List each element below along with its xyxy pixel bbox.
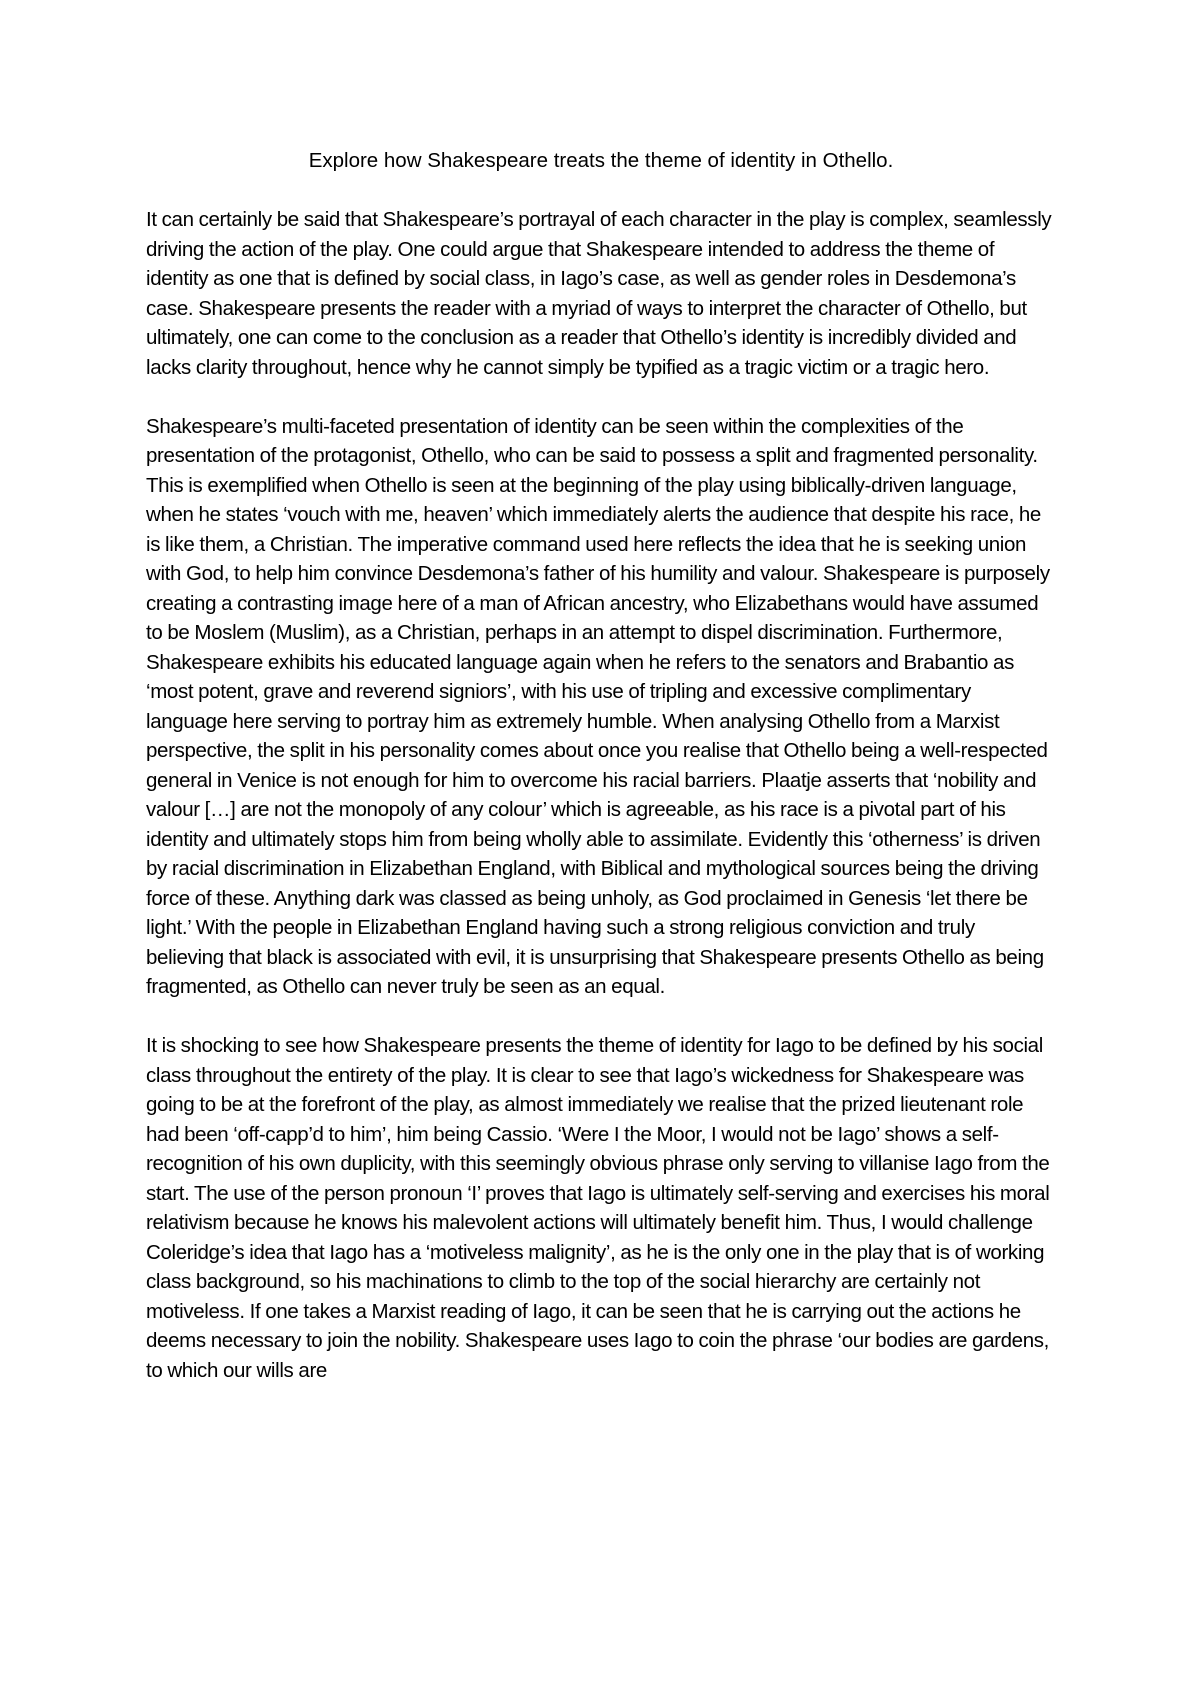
- essay-title: Explore how Shakespeare treats the theme of identity in Othello.: [308, 149, 894, 172]
- paragraph-iago-identity: It is shocking to see how Shakespeare presents the theme of identity for Iago to be defined by his social class throughout the entirety of the play. It is clear to see that Iago’s wickedness for Shakespeare was going to be at the forefront of the play, as almost immediately we realise that the prized lieutenant role had been ‘off-capp’d to him’, him being Cassio. ‘Were I the Moor, I would not be Iago’ shows a self-recognition of his own duplicity, with this seemingly obvious phrase only serving to villanise Iago from the start. The use of the person pronoun ‘I’ proves that Iago is ultimately self-serving and exercises his moral relativism because he knows his malevolent actions will ultimately benefit him. Thus, I would challenge Coleridge’s idea that Iago has a ‘motiveless malignity’, as he is the only one in the play that is of working class background, so his machinations to climb to the top of the social hierarchy are certainly not motiveless. If one takes a Marxist reading of Iago, it can be seen that he is carrying out the actions he deems necessary to join the nobility. Shakespeare uses Iago to coin the phrase ‘our bodies are gardens, to which our wills are: [146, 1034, 1050, 1382]
- paragraph-introduction: It can certainly be said that Shakespeare’s portrayal of each character in the play is complex, seamlessly driving the action of the play. One could argue that Shakespeare intended to address the theme of identity as one that is defined by social class, in Iago’s case, as well as gender roles in Desdemona’s case. Shakespeare presents the reader with a myriad of ways to interpret the character of Othello, but ultimately, one can come to the conclusion as a reader that Othello’s identity is incredibly divided and lacks clarity throughout, hence why he cannot simply be typified as a tragic victim or a tragic hero.: [146, 208, 1052, 379]
- paragraph-othello-identity: Shakespeare’s multi-faceted presentation of identity can be seen within the complexities of the presentation of the protagonist, Othello, who can be said to possess a split and fragmented personality. This is exemplified when Othello is seen at the beginning of the play using biblically-driven language, when he states ‘vouch with me, heaven’ which immediately alerts the audience that despite his race, he is like them, a Christian. The imperative command used here reflects the idea that he is seeking union with God, to help him convince Desdemona’s father of his humility and valour. Shakespeare is purposely creating a contrasting image here of a man of African ancestry, who Elizabethans would have assumed to be Moslem (Muslim), as a Christian, perhaps in an attempt to dispel discrimination. Furthermore, Shakespeare exhibits his educated language again when he refers to the senators and Brabantio as ‘most potent, grave and reverend signiors’, with his use of tripling and excessive complimentary language here serving to portray him as extremely humble. When analysing Othello from a Marxist perspective, the split in his personality comes about once you realise that Othello being a well-respected general in Venice is not enough for him to overcome his racial barriers. Plaatje asserts that ‘nobility and valour […] are not the monopoly of any colour’ which is agreeable, as his race is a pivotal part of his identity and ultimately stops him from being wholly able to assimilate. Evidently this ‘otherness’ is driven by racial discrimination in Elizabethan England, with Biblical and mythological sources being the driving force of these. Anything dark was classed as being unholy, as God proclaimed in Genesis ‘let there be light.’ With the people in Elizabethan England having such a strong religious conviction and truly believing that black is associated with evil, it is unsurprising that Shakespeare presents Othello as being fragmented, as Othello can never truly be seen as an equal.: [146, 414, 1050, 998]
- document-body: [146, 146, 1056, 1385]
